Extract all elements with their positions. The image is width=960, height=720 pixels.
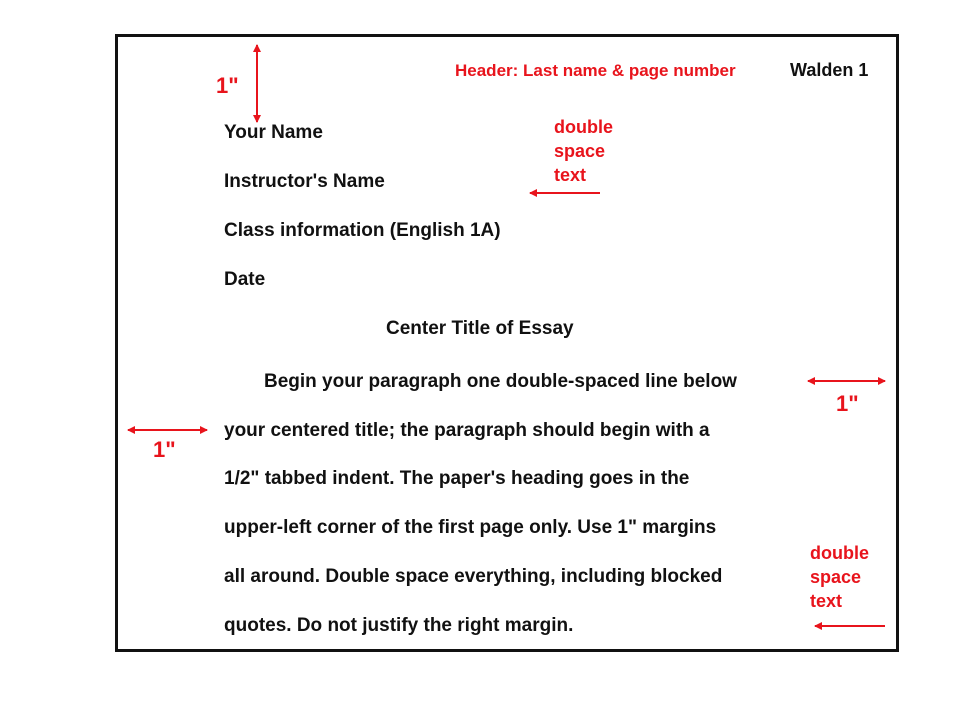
double-space-note-2: [810, 541, 869, 613]
double-space-note-1: [554, 115, 613, 187]
double-space-note-2-line: text: [810, 591, 843, 611]
essay-title: Center Title of Essay: [386, 318, 574, 339]
right-margin-label: 1": [836, 391, 859, 416]
top-margin-label: 1": [216, 73, 239, 98]
paragraph-line: all around. Double space everything, including blocked: [224, 566, 723, 587]
running-head: Walden 1: [790, 60, 869, 80]
double-space-note-2-line: space: [810, 567, 862, 587]
heading-class-info: Class information (English 1A): [224, 220, 501, 241]
double-space-note-2-line: double: [810, 543, 869, 563]
heading-your-name: Your Name: [224, 122, 323, 143]
paragraph-line: upper-left corner of the first page only. Use 1" margins: [224, 517, 717, 538]
heading-date: Date: [224, 269, 266, 290]
double-space-note-1-line: double: [554, 117, 613, 137]
paragraph-line: 1/2" tabbed indent. The paper's heading goes in the: [224, 468, 690, 489]
heading-instructor: Instructor's Name: [224, 171, 385, 192]
left-margin-label: 1": [153, 437, 176, 462]
double-space-note-1-line: text: [554, 165, 587, 185]
paragraph-line: quotes. Do not justify the right margin.: [224, 615, 574, 636]
paragraph-line: your centered title; the paragraph should begin with a: [224, 420, 710, 441]
header-label: Header: Last name & page number: [455, 61, 736, 80]
paragraph-line: Begin your paragraph one double-spaced line below: [264, 371, 737, 392]
double-space-note-1-line: space: [554, 141, 606, 161]
